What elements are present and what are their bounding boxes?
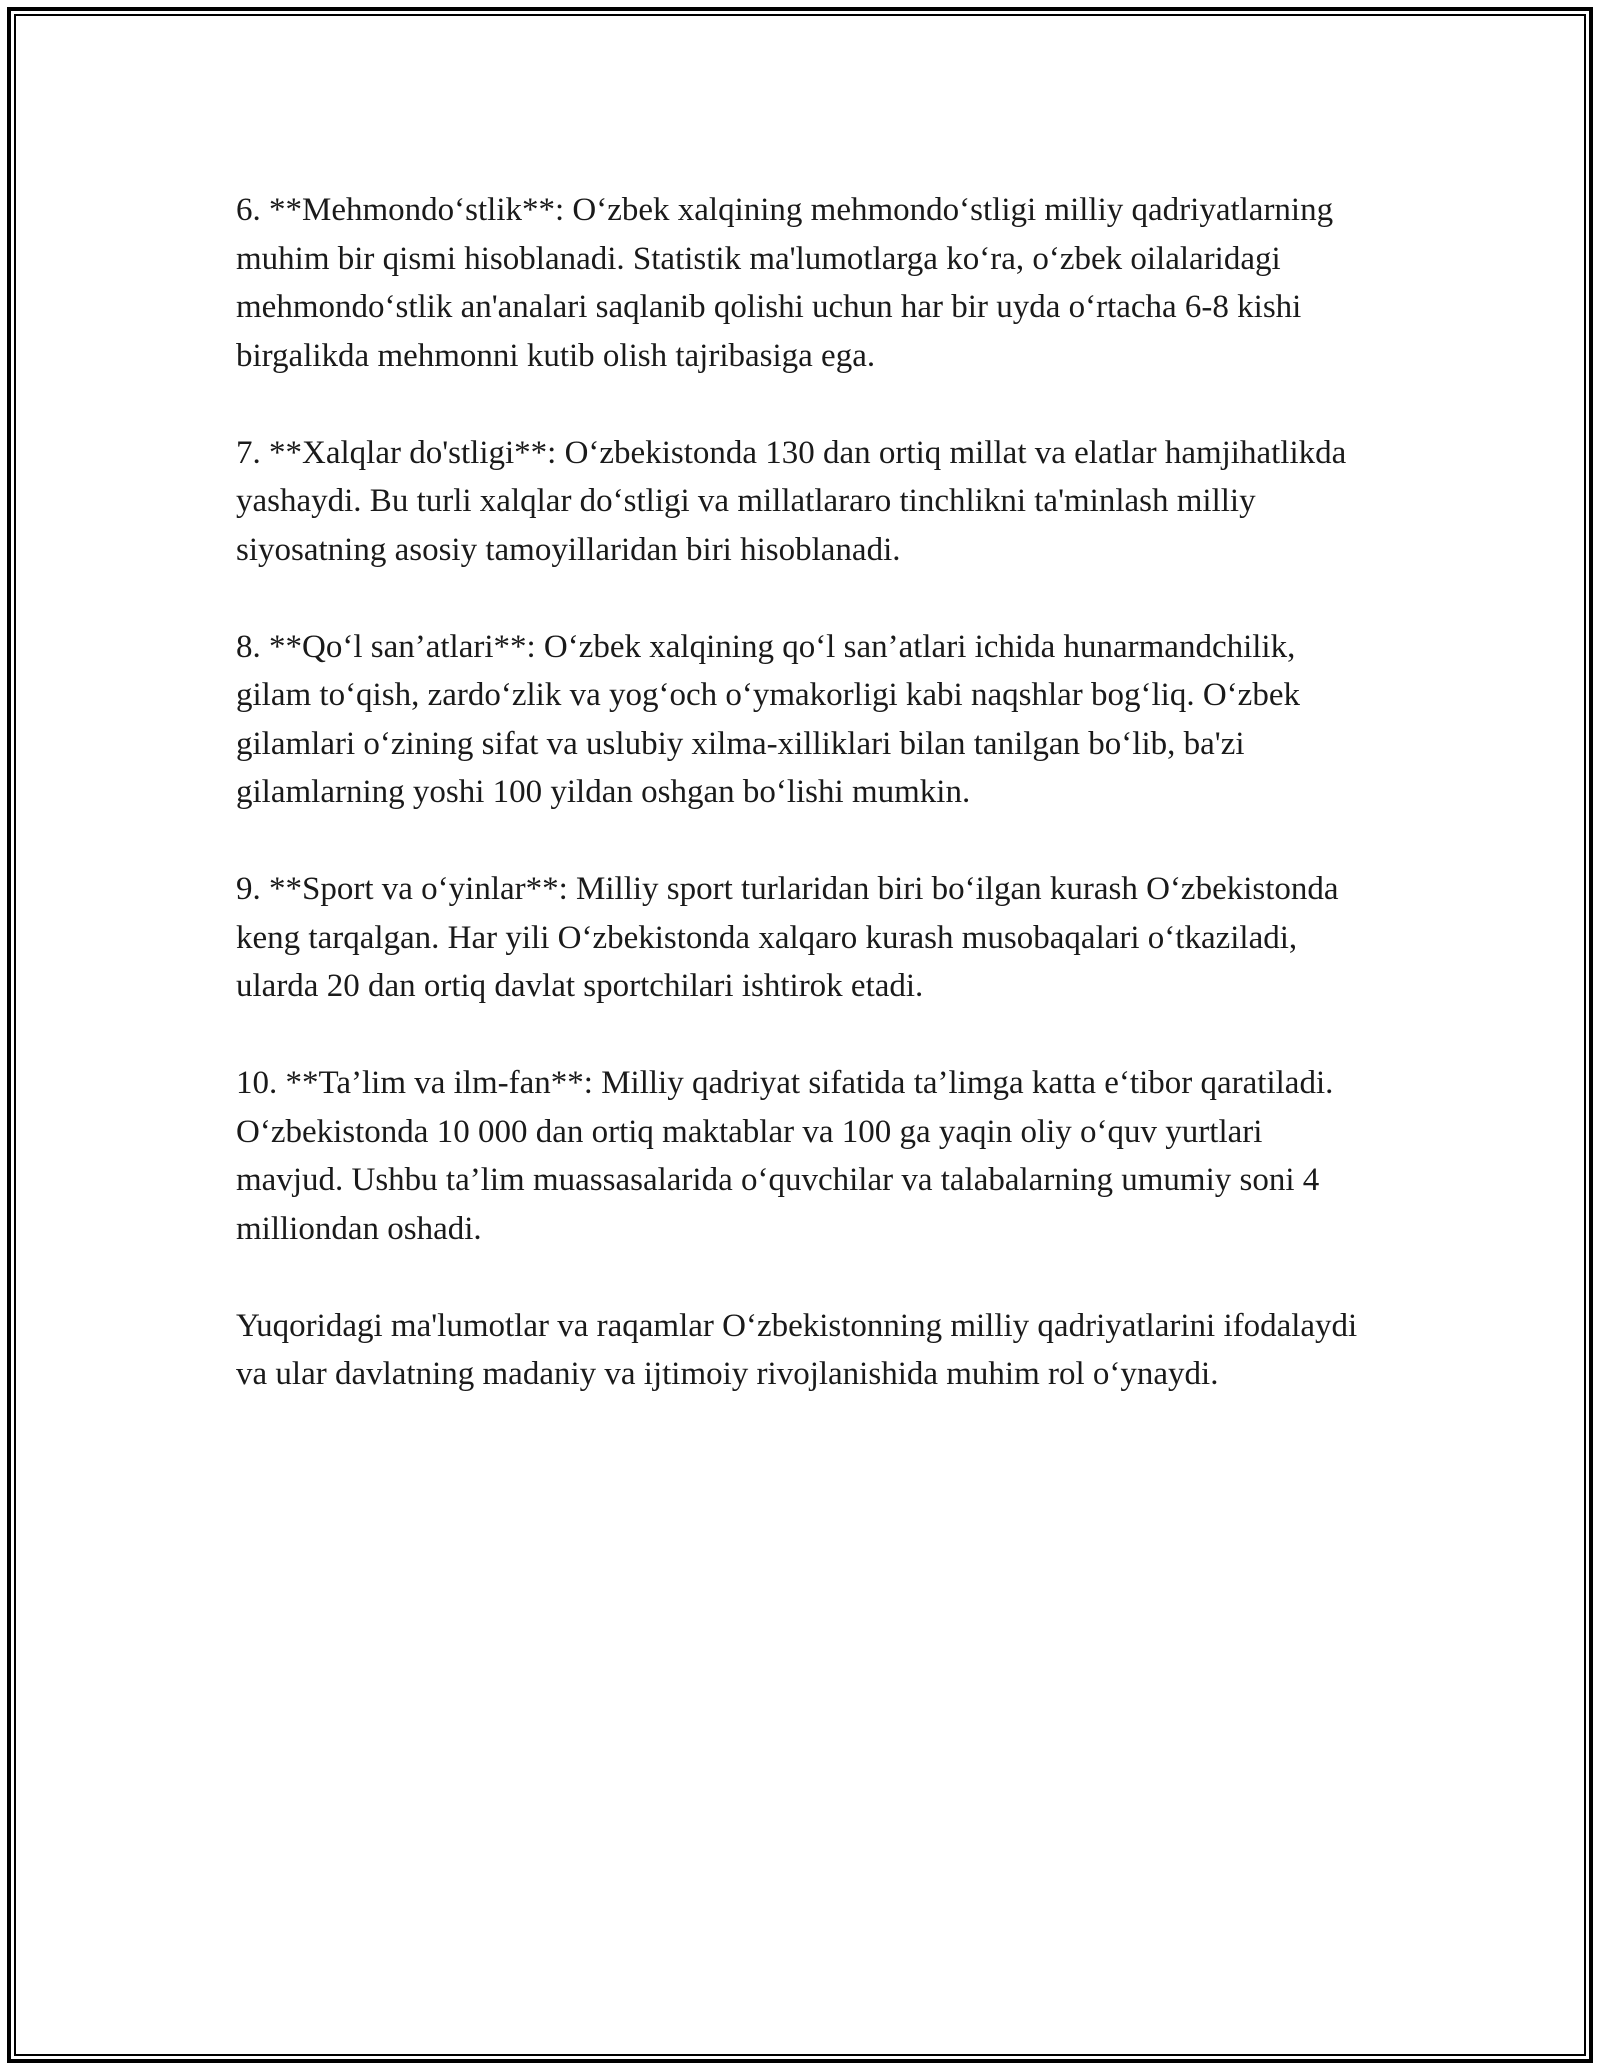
paragraph-qol-sanatlari: 8. **Qoʻl san’atlari**: Oʻzbek xalqining qoʻl san’atlari ichida hunarmandchilik, gilam toʻqish, zardoʻzlik va yogʻoch oʻymakorligi kabi naqshlar bogʻliq. Oʻzbek gilamlari oʻzining sifat va uslubiy xilma-xilliklari bilan tanilgan boʻlib, ba'zi gilamlarning yoshi 100 yildan oshgan boʻlishi mumkin. xyxy=(236,628,1300,810)
paragraph-conclusion: Yuqoridagi ma'lumotlar va raqamlar Oʻzbekistonning milliy qadriyatlarini ifodalaydi va ular davlatning madaniy va ijtimoiy rivojlanishida muhim rol oʻynaydi. xyxy=(236,1307,1358,1392)
paragraph-xalqlar-dostligi: 7. **Xalqlar do'stligi**: Oʻzbekistonda 130 dan ortiq millat va elatlar hamjihatlikda yashaydi. Bu turli xalqlar doʻstligi va millatlararo tinchlikni ta'minlash milliy siyosatning asosiy tamoyillaridan biri hisoblanadi. xyxy=(236,434,1347,568)
paragraph-mehmondostlik: 6. **Mehmondoʻstlik**: Oʻzbek xalqining mehmondoʻstligi milliy qadriyatlarning muhim bir qismi hisoblanadi. Statistik ma'lumotlarga koʻra, oʻzbek oilalaridagi mehmondoʻstlik an'analari saqlanib qolishi uchun har bir uyda oʻrtacha 6-8 kishi birgalikda mehmonni kutib olish tajribasiga ega. xyxy=(236,192,1334,374)
paragraph-sport-va-oyinlar: 9. **Sport va oʻyinlar**: Milliy sport turlaridan biri boʻilgan kurash Oʻzbekistonda keng tarqalgan. Har yili Oʻzbekistonda xalqaro kurash musobaqalari oʻtkaziladi, ularda 20 dan ortiq davlat sportchilari ishtirok etadi. xyxy=(236,871,1339,1004)
document-body xyxy=(236,186,1376,1447)
paragraph-talim-va-ilm-fan: 10. **Ta’lim va ilm-fan**: Milliy qadriyat sifatida ta’limga katta e‘tibor qaratiladi. Oʻzbekistonda 10 000 dan ortiq maktablar va 100 ga yaqin oliy oʻquv yurtlari mavjud. Ushbu ta’lim muassasalarida oʻquvchilar va talabalarning umumiy soni 4 milliondan oshadi. xyxy=(236,1065,1334,1247)
